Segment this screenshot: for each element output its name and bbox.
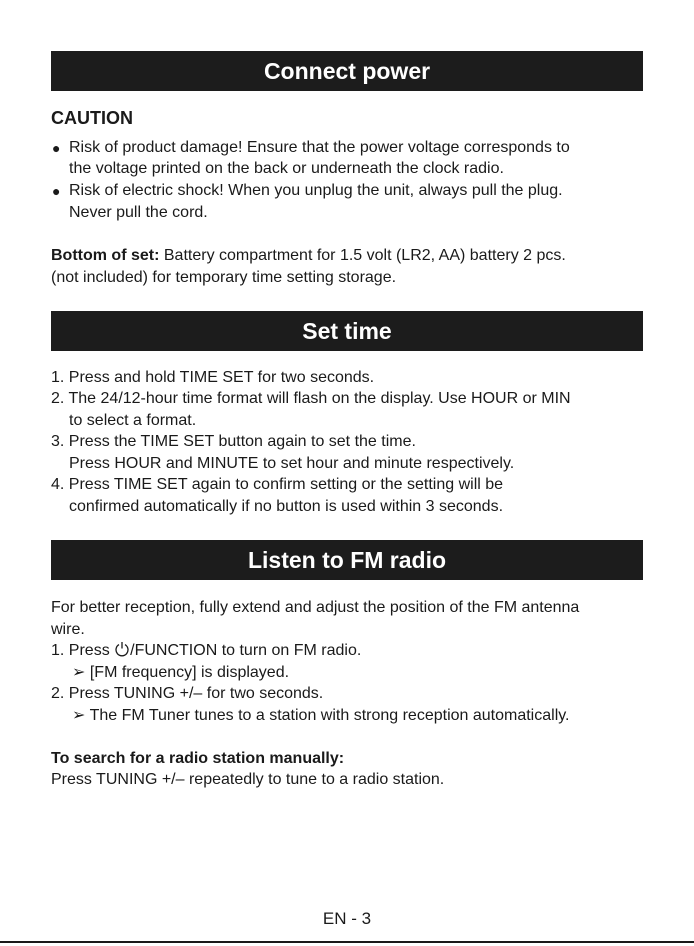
bottom-of-set-paragraph <box>51 245 566 267</box>
time-step-3-cont: Press HOUR and MINUTE to set hour and minute respectively. <box>69 455 515 472</box>
time-step-2: 2. The 24/12-hour time format will flash on the display. Use HOUR or MIN <box>51 390 571 407</box>
fm-intro-line-2: wire. <box>51 621 85 638</box>
time-step-4: 4. Press TIME SET again to confirm setting or the setting will be <box>51 476 504 493</box>
section-title-fm-radio: Listen to FM radio <box>51 540 643 580</box>
caution-heading: CAUTION <box>51 108 133 128</box>
fm-step-2-result: ➢ The FM Tuner tunes to a station with strong reception automatically. <box>72 707 570 724</box>
caution-bullet-1-line-1: Risk of product damage! Ensure that the power voltage corresponds to <box>69 139 570 156</box>
section-title-set-time: Set time <box>51 311 643 351</box>
time-step-3: 3. Press the TIME SET button again to set the time. <box>51 433 416 450</box>
bottom-of-set-label: Bottom of set: <box>51 247 160 264</box>
bullet-icon: ● <box>52 183 61 199</box>
fm-step-1-prefix: 1. Press <box>51 642 115 659</box>
manual-search-text: Press TUNING +/– repeatedly to tune to a radio station. <box>51 771 445 788</box>
section-title-connect-power: Connect power <box>51 51 643 91</box>
time-step-2-cont: to select a format. <box>69 412 197 429</box>
bullet-icon: ● <box>52 140 61 156</box>
bottom-of-set-text-2: (not included) for temporary time setting storage. <box>51 269 397 286</box>
fm-step-1 <box>51 640 361 662</box>
time-step-4-cont: confirmed automatically if no button is used within 3 seconds. <box>69 498 504 515</box>
fm-step-1-result: ➢ [FM frequency] is displayed. <box>72 664 290 681</box>
fm-step-1-suffix: /FUNCTION to turn on FM radio. <box>130 642 362 659</box>
power-icon <box>114 641 130 657</box>
caution-bullet-1-line-2: the voltage printed on the back or underneath the clock radio. <box>69 160 504 177</box>
time-step-1: 1. Press and hold TIME SET for two seconds. <box>51 369 375 386</box>
fm-step-2: 2. Press TUNING +/– for two seconds. <box>51 685 324 702</box>
bottom-of-set-text: Battery compartment for 1.5 volt (LR2, AA) battery 2 pcs. <box>159 247 566 264</box>
page-number: EN - 3 <box>322 909 372 928</box>
bottom-rule <box>0 941 694 943</box>
manual-search-heading: To search for a radio station manually: <box>51 750 345 767</box>
caution-bullet-2-line-1: Risk of electric shock! When you unplug the unit, always pull the plug. <box>69 182 563 199</box>
caution-bullet-2-line-2: Never pull the cord. <box>69 204 208 221</box>
fm-intro-line-1: For better reception, fully extend and adjust the position of the FM antenna <box>51 599 580 616</box>
